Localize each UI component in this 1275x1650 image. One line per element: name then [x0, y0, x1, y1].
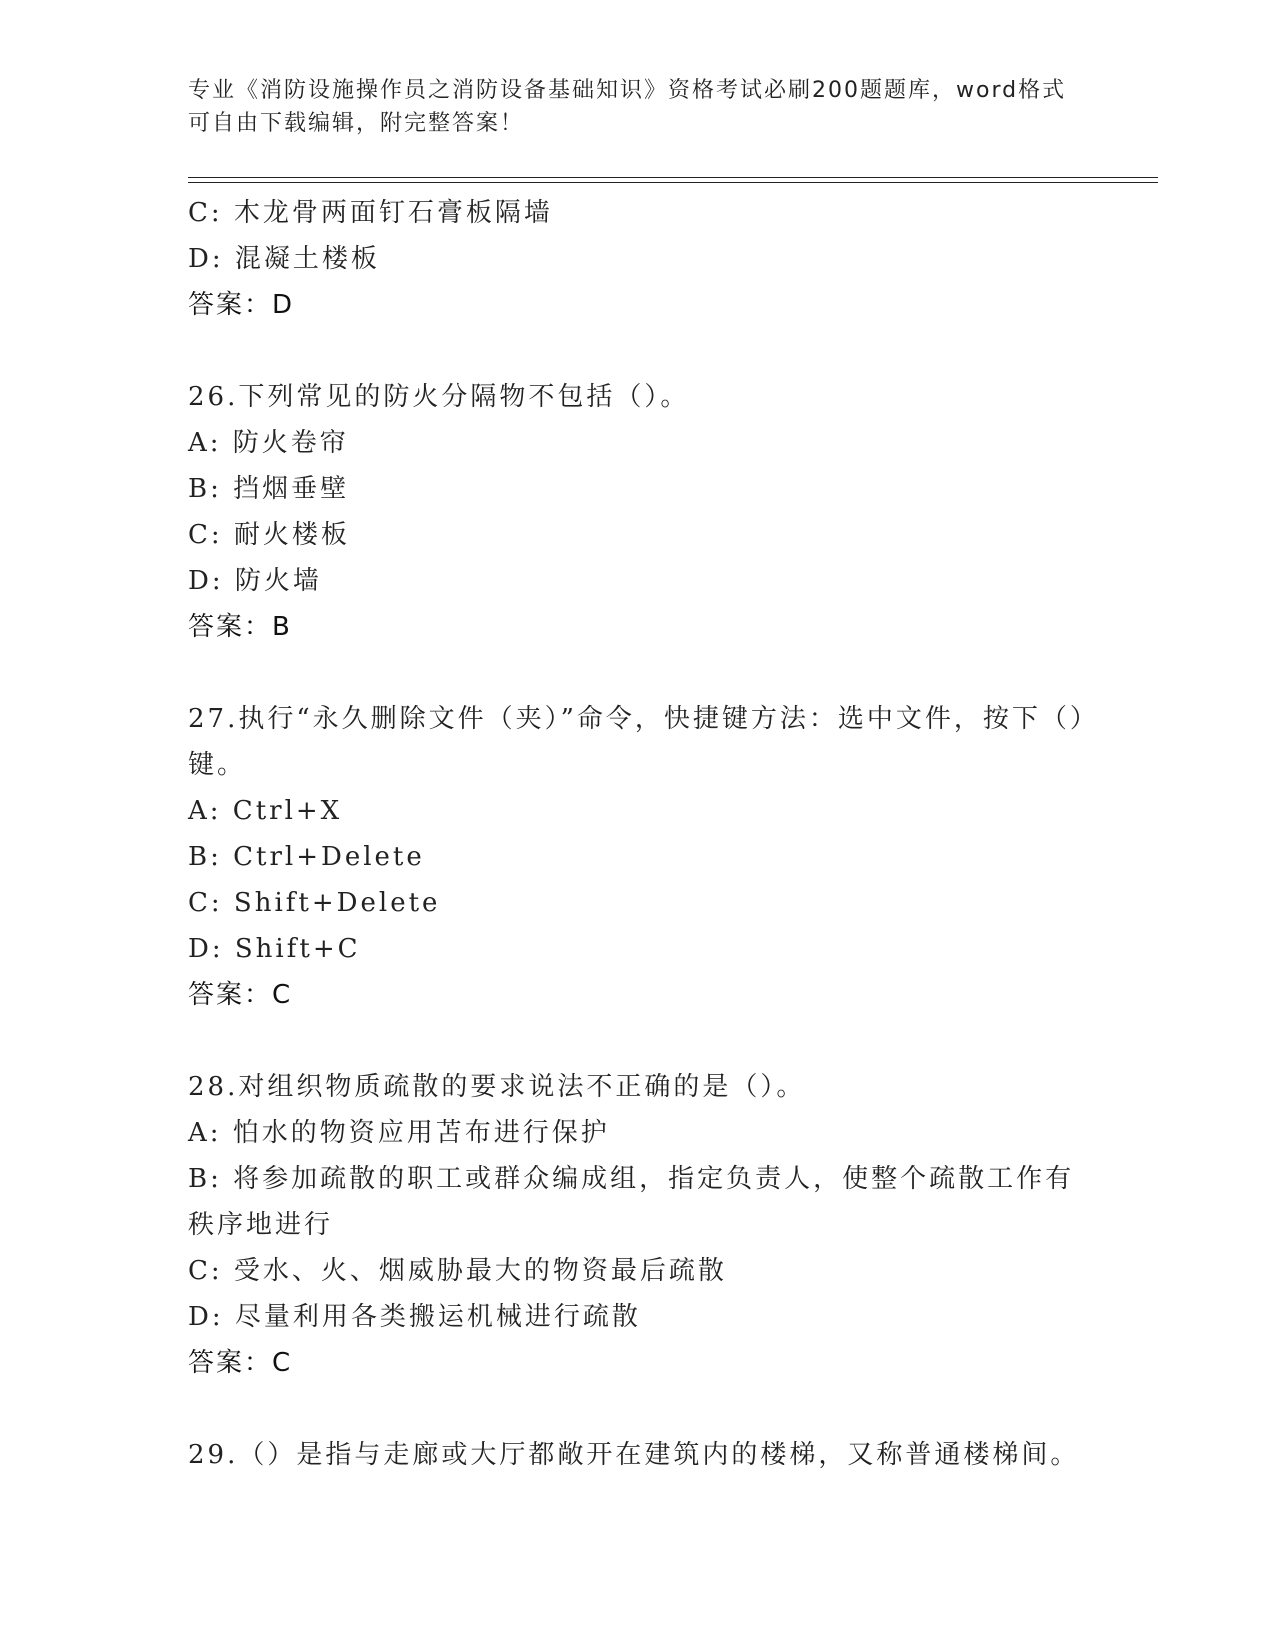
option-d: D: Shift+C [188, 934, 361, 964]
question-list [188, 190, 1088, 1478]
option-b: B: Ctrl+Delete [188, 842, 425, 872]
option-b: B: 挡烟垂壁 [188, 474, 350, 504]
option-c: C: 木龙骨两面钉石膏板隔墙 [188, 198, 553, 228]
option-a: A: 怕水的物资应用苫布进行保护 [188, 1118, 610, 1148]
option-a: A: Ctrl+X [188, 796, 343, 826]
header-divider-bottom [188, 182, 1158, 183]
question-27: 27.执行“永久删除文件（夹）”命令，快捷键方法：选中文件，按下（）键。 [188, 704, 1086, 780]
question-29: 29.（）是指与走廊或大厅都敞开在建筑内的楼梯，又称普通楼梯间。 [188, 1440, 1080, 1470]
question-28: 28.对组织物质疏散的要求说法不正确的是（）。 [188, 1072, 806, 1102]
answer: 答案：B [188, 612, 292, 642]
option-d: D: 防火墙 [188, 566, 322, 596]
answer: 答案：D [188, 290, 295, 320]
option-d: D: 尽量利用各类搬运机械进行疏散 [188, 1302, 641, 1332]
answer: 答案：C [188, 1348, 293, 1378]
header-divider-top [188, 177, 1158, 178]
option-c: C: 受水、火、烟威胁最大的物资最后疏散 [188, 1256, 727, 1286]
option-c: C: Shift+Delete [188, 888, 441, 918]
option-c: C: 耐火楼板 [188, 520, 350, 550]
option-a: A: 防火卷帘 [188, 428, 349, 458]
question-26: 26.下列常见的防火分隔物不包括（）。 [188, 382, 690, 412]
answer: 答案：C [188, 980, 293, 1010]
option-d: D: 混凝土楼板 [188, 244, 380, 274]
document-header: 专业《消防设施操作员之消防设备基础知识》资格考试必刷200题题库，word格式可自由下载编辑，附完整答案！ [188, 78, 1067, 136]
option-b: B: 将参加疏散的职工或群众编成组，指定负责人，使整个疏散工作有秩序地进行 [188, 1164, 1075, 1240]
